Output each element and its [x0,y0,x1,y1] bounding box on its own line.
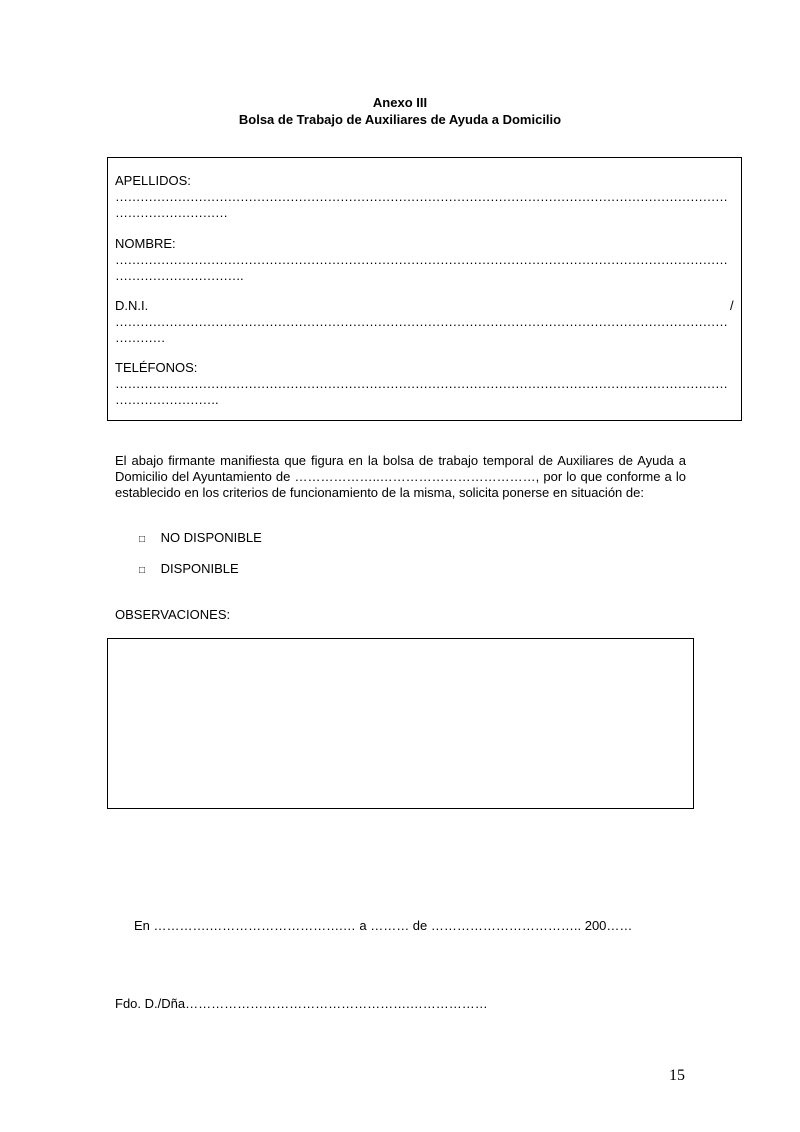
observations-label: OBSERVACIONES: [115,607,231,622]
not-available-label: NO DISPONIBLE [160,530,262,545]
checkbox-icon[interactable]: □ [139,534,146,545]
signature-line[interactable]: Fdo. D./Dña…………………………………………….……………… [115,996,488,1011]
date-place-line[interactable]: En ………….………………………….… a ……… de …………………………….. 200…… [134,918,633,933]
observations-box[interactable] [107,638,694,809]
name-field-line[interactable]: ………………………………………………………………………………………………………………………………… [115,252,728,267]
declaration-paragraph: El abajo firmante manifiesta que figura en la bolsa de trabajo temporal de Auxiliares de Ayuda a Domicilio del Ayuntamiento de ………………..………………………………, por lo que conforme a lo establecido en los criterios de funcionamiento de la misma, solicita ponerse en situación de: [115,453,686,500]
phones-field-line[interactable]: ………………………………………………………………………………………………………………………………… [115,376,728,391]
document-title: Bolsa de Trabajo de Auxiliares de Ayuda a Domicilio [238,112,562,127]
surname-field-line-continued[interactable]: ……………………… [115,205,228,220]
dni-slash: / [730,298,734,313]
phones-label: TELÉFONOS: [115,360,198,375]
dni-field-line-continued[interactable]: ………… [115,330,165,345]
available-option[interactable] [139,561,239,579]
name-label: NOMBRE: [115,236,176,251]
dni-field-line[interactable]: ………………………………………………………………………………………………………………………………… [115,314,728,329]
name-field-line-continued[interactable]: …………………………. [115,268,244,283]
not-available-option[interactable] [139,530,262,548]
annex-heading: Anexo III [372,95,428,110]
dni-label: D.N.I. [115,298,149,313]
checkbox-icon[interactable]: □ [139,565,146,576]
phones-field-line-continued[interactable]: ……………………. [115,392,219,407]
available-label: DISPONIBLE [160,561,239,576]
surname-label: APELLIDOS: [115,173,191,188]
page-number: 15 [669,1067,685,1084]
surname-field-line[interactable]: ………………………………………………………………………………………………………………………………… [115,189,728,204]
